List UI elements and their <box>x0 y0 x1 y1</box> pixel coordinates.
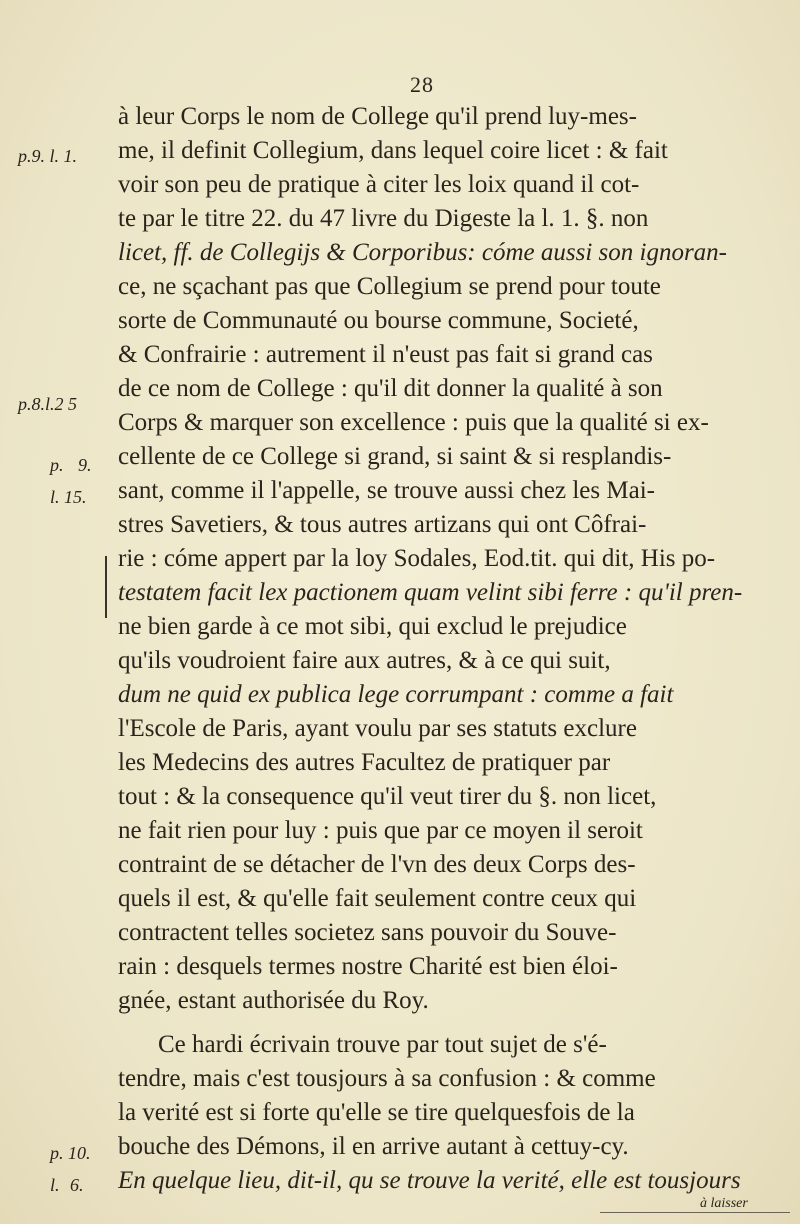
margin-note: p.9. l. 1. <box>18 146 78 166</box>
text-line: voir son peu de pratique à citer les loix quand il cot- <box>118 171 640 198</box>
text-line: rie : cóme appert par la loy Sodales, Eod.tit. qui dit, His po- <box>118 545 716 572</box>
text-line: ne bien garde à ce mot sibi, qui exclud le prejudice <box>118 613 627 640</box>
text-line: me, il definit Collegium, dans lequel coire licet : & fait <box>118 137 668 164</box>
margin-note: p. 10. <box>50 1143 91 1163</box>
text-line: tout : & la consequence qu'il veut tirer du §. non licet, <box>118 783 657 810</box>
text-line: licet, ff. de Collegijs & Corporibus: cóme aussi son ignoran- <box>118 239 728 266</box>
text-line: contraint de se détacher de l'vn des deux Corps des- <box>118 851 636 878</box>
margin-note: 6. <box>70 1175 84 1195</box>
margin-note: p.8.l.2 5 <box>18 394 78 414</box>
text-line: Ce hardi écrivain trouve par tout sujet de s'é- <box>158 1031 607 1058</box>
text-line: qu'ils voudroient faire aux autres, & à ce qui suit, <box>118 647 611 674</box>
text-line: quels il est, & qu'elle fait seulement contre ceux qui <box>118 885 637 912</box>
text-line: tendre, mais c'est tousjours à sa confusion : & comme <box>118 1065 656 1092</box>
text-line: ne fait rien pour luy : puis que par ce moyen il seroit <box>118 817 643 844</box>
margin-bracket <box>105 556 110 618</box>
bottom-rule <box>600 1212 790 1213</box>
text-line: testatem facit lex pactionem quam velint sibi ferre : qu'il pren- <box>118 579 743 606</box>
catchword: à laisser <box>700 1196 748 1211</box>
text-line: dum ne quid ex publica lege corrumpant : comme a fait <box>118 681 674 708</box>
text-line: cellente de ce College si grand, si saint & si resplandis- <box>118 443 672 470</box>
text-line: bouche des Démons, il en arrive autant à cettuy-cy. <box>118 1133 629 1160</box>
text-line: sorte de Communauté ou bourse commune, Societé, <box>118 307 639 334</box>
text-line: stres Savetiers, & tous autres artizans qui ont Côfrai- <box>118 511 647 538</box>
text-line: contractent telles societez sans pouvoir du Souve- <box>118 919 617 946</box>
text-line: & Confrairie : autrement il n'eust pas fait si grand cas <box>118 341 653 368</box>
page-number: 28 <box>410 72 434 97</box>
text-line: les Medecins des autres Facultez de pratiquer par <box>118 749 611 776</box>
margin-note: l. 15. <box>50 487 87 507</box>
text-line: rain : desquels termes nostre Charité est bien éloi- <box>118 953 618 980</box>
margin-note: 9. <box>78 455 92 475</box>
margin-note: l. <box>50 1175 60 1195</box>
text-line: à leur Corps le nom de College qu'il prend luy-mes- <box>118 103 637 130</box>
text-line: la verité est si forte qu'elle se tire quelquesfois de la <box>118 1099 635 1126</box>
text-line: te par le titre 22. du 47 livre du Digeste la l. 1. §. non <box>118 205 649 232</box>
text-line: Corps & marquer son excellence : puis que la qualité si ex- <box>118 409 709 436</box>
text-line: gnée, estant authorisée du Roy. <box>118 987 429 1014</box>
margin-note: p. <box>50 455 64 475</box>
text-line: de ce nom de College : qu'il dit donner la qualité à son <box>118 375 663 402</box>
text-line: ce, ne sçachant pas que Collegium se prend pour toute <box>118 273 661 300</box>
text-line: En quelque lieu, dit-il, qu se trouve la verité, elle est tousjours <box>118 1167 741 1194</box>
text-line: l'Escole de Paris, ayant voulu par ses statuts exclure <box>118 715 637 742</box>
text-line: sant, comme il l'appelle, se trouve aussi chez les Mai- <box>118 477 655 504</box>
